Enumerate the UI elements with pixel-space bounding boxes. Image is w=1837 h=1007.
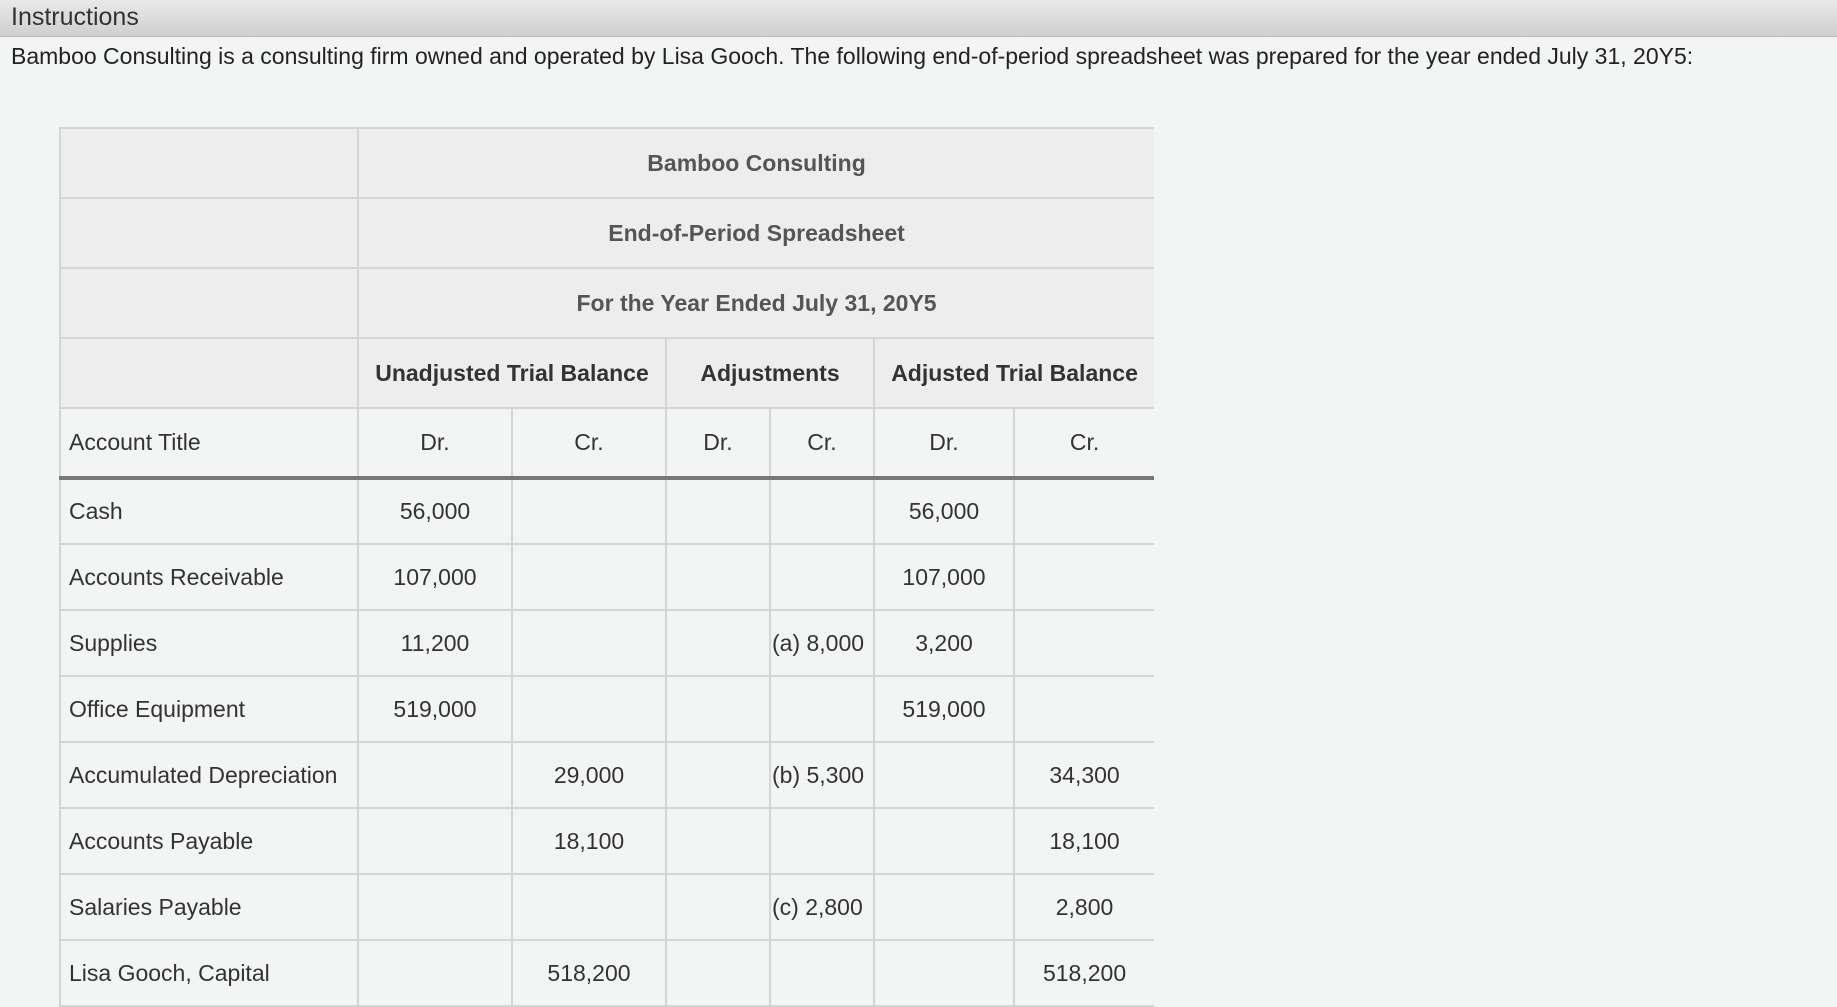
adj-dr-cell [666, 610, 770, 676]
table-row [60, 676, 1154, 742]
utb-dr-cell: 519,000 [358, 676, 512, 742]
utb-dr-cell: 11,200 [358, 610, 512, 676]
adj-cr-cell: (c) 2,800 [770, 874, 874, 940]
account-title: Office Equipment [60, 676, 358, 742]
table-row [60, 478, 1154, 544]
utb-dr-cell: 107,000 [358, 544, 512, 610]
account-title: Salaries Payable [60, 874, 358, 940]
atb-dr-cell: 56,000 [874, 478, 1014, 544]
table-row [60, 544, 1154, 610]
col-adj-cr: Cr. [770, 408, 874, 478]
column-header-row [60, 408, 1154, 478]
report-period: For the Year Ended July 31, 20Y5 [358, 268, 1154, 338]
adj-dr-cell [666, 676, 770, 742]
group-adjusted-trial-balance: Adjusted Trial Balance [874, 338, 1154, 408]
table-row [60, 808, 1154, 874]
utb-cr-cell [512, 610, 666, 676]
utb-cr-cell: 29,000 [512, 742, 666, 808]
group-adjustments: Adjustments [666, 338, 874, 408]
utb-cr-cell [512, 874, 666, 940]
atb-dr-cell [874, 940, 1014, 1006]
atb-cr-cell: 18,100 [1014, 808, 1154, 874]
atb-dr-cell: 3,200 [874, 610, 1014, 676]
adj-cr-cell [770, 544, 874, 610]
adj-dr-cell [666, 478, 770, 544]
col-adj-dr: Dr. [666, 408, 770, 478]
atb-cr-cell [1014, 610, 1154, 676]
atb-cr-cell: 2,800 [1014, 874, 1154, 940]
group-unadjusted-trial-balance: Unadjusted Trial Balance [358, 338, 666, 408]
instructions-header-bar [0, 0, 1837, 37]
atb-dr-cell: 519,000 [874, 676, 1014, 742]
adj-cr-cell [770, 940, 874, 1006]
utb-dr-cell [358, 808, 512, 874]
account-title: Accumulated Depreciation [60, 742, 358, 808]
account-title: Supplies [60, 610, 358, 676]
group-header-row [60, 338, 1154, 408]
instructions-title: Instructions [11, 3, 139, 31]
spreadsheet-container [59, 127, 1154, 1007]
col-atb-dr: Dr. [874, 408, 1014, 478]
blank-header-cell [60, 338, 358, 408]
utb-cr-cell [512, 478, 666, 544]
report-row [60, 198, 1154, 268]
account-title: Accounts Receivable [60, 544, 358, 610]
col-utb-cr: Cr. [512, 408, 666, 478]
adj-cr-cell: (a) 8,000 [770, 610, 874, 676]
atb-cr-cell [1014, 544, 1154, 610]
blank-header-cell [60, 198, 358, 268]
adj-cr-cell [770, 676, 874, 742]
table-row [60, 940, 1154, 1006]
utb-dr-cell [358, 742, 512, 808]
utb-dr-cell [358, 940, 512, 1006]
utb-cr-cell [512, 676, 666, 742]
blank-header-cell [60, 128, 358, 198]
utb-cr-cell [512, 544, 666, 610]
table-row [60, 610, 1154, 676]
account-title: Cash [60, 478, 358, 544]
utb-dr-cell: 56,000 [358, 478, 512, 544]
adj-cr-cell: (b) 5,300 [770, 742, 874, 808]
table-row [60, 874, 1154, 940]
utb-dr-cell [358, 874, 512, 940]
company-name: Bamboo Consulting [358, 128, 1154, 198]
atb-cr-cell [1014, 676, 1154, 742]
adj-dr-cell [666, 544, 770, 610]
adj-dr-cell [666, 874, 770, 940]
col-atb-cr: Cr. [1014, 408, 1154, 478]
table-row [60, 742, 1154, 808]
atb-dr-cell [874, 808, 1014, 874]
atb-dr-cell: 107,000 [874, 544, 1014, 610]
account-title: Lisa Gooch, Capital [60, 940, 358, 1006]
utb-cr-cell: 18,100 [512, 808, 666, 874]
blank-header-cell [60, 268, 358, 338]
col-utb-dr: Dr. [358, 408, 512, 478]
atb-cr-cell [1014, 478, 1154, 544]
atb-dr-cell [874, 742, 1014, 808]
adj-dr-cell [666, 940, 770, 1006]
adj-dr-cell [666, 808, 770, 874]
atb-dr-cell [874, 874, 1014, 940]
company-row [60, 128, 1154, 198]
account-title: Accounts Payable [60, 808, 358, 874]
intro-text: Bamboo Consulting is a consulting firm owned and operated by Lisa Gooch. The following end-of-period spreadsheet was prepared for the year ended July 31, 20Y5: [11, 43, 1694, 69]
adj-cr-cell [770, 478, 874, 544]
atb-cr-cell: 518,200 [1014, 940, 1154, 1006]
period-row [60, 268, 1154, 338]
utb-cr-cell: 518,200 [512, 940, 666, 1006]
end-of-period-spreadsheet [59, 127, 1154, 1007]
adj-cr-cell [770, 808, 874, 874]
adj-dr-cell [666, 742, 770, 808]
report-title: End-of-Period Spreadsheet [358, 198, 1154, 268]
col-account-title: Account Title [60, 408, 358, 478]
atb-cr-cell: 34,300 [1014, 742, 1154, 808]
